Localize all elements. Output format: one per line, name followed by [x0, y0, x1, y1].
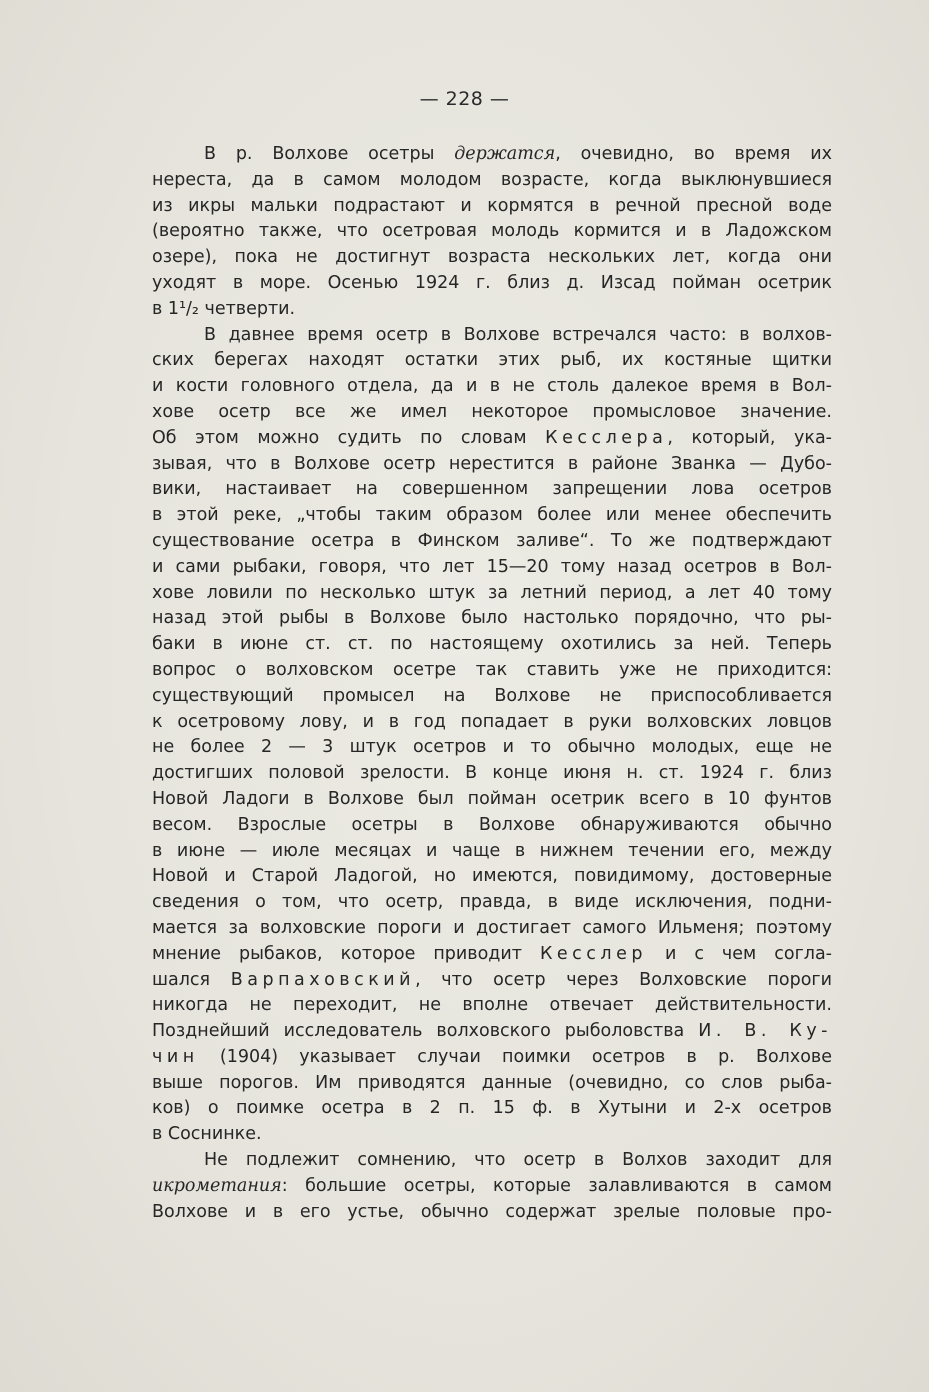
text-segment: назад этой рыбы в Волхове было настолько порядочно, что ры- [152, 608, 832, 629]
text-segment: Об этом можно судить по словам [152, 427, 546, 448]
text-line [152, 1200, 832, 1226]
text-segment: уходят в море. Осенью 1924 г. близ д. Изсад пойман осетрик [152, 272, 832, 293]
text-line [152, 1071, 832, 1097]
emphasis-text: икрометания [152, 1175, 282, 1196]
text-segment: нереста, да в самом молодом возрасте, когда выклюнувшиеся [152, 169, 832, 190]
text-line [152, 684, 832, 710]
text-segment: существование осетра в Финском заливе“. То же подтверждают [152, 530, 832, 551]
text-segment: не более 2 — 3 штук осетров и то обычно молодых, еще не [152, 737, 832, 758]
text-line [152, 529, 832, 555]
author-name: чин [152, 1046, 199, 1067]
text-segment: и с чем согла- [646, 943, 832, 964]
text-line [152, 993, 832, 1019]
author-name: Кесслера [545, 427, 668, 448]
text-line [152, 219, 832, 245]
text-segment: и кости головного отдела, да и в не столь далекое время в Вол- [152, 376, 832, 397]
text-line [152, 271, 832, 297]
text-line [152, 839, 832, 865]
text-segment: никогда не переходит, не вполне отвечает действительности. [152, 995, 832, 1016]
author-name: И. В. Ку- [698, 1021, 832, 1042]
text-line [152, 168, 832, 194]
text-line [152, 710, 832, 736]
text-line [152, 968, 832, 994]
text-line [152, 1019, 832, 1045]
text-line [152, 916, 832, 942]
text-line [152, 735, 832, 761]
text-segment: , который, ука- [667, 427, 832, 448]
text-segment: зывая, что в Волхове осетр нерестится в районе Званка — Дубо- [152, 453, 832, 474]
text-segment: ских берегах находят остатки этих рыб, их костяные щитки [152, 350, 832, 371]
text-line [152, 555, 832, 581]
text-line [152, 245, 832, 271]
text-segment: вики, настаивает на совершенном запрещении лова осетров [152, 479, 832, 500]
text-segment: озере), пока не достигнут возраста нескольких лет, когда они [152, 247, 832, 268]
text-segment: Новой Ладоги в Волхове был пойман осетрик всего в 10 фунтов [152, 788, 832, 809]
text-line [152, 1174, 832, 1200]
text-line [152, 477, 832, 503]
text-line [152, 452, 832, 478]
text-segment: мнение рыбаков, которое приводит [152, 943, 540, 964]
text-line [152, 890, 832, 916]
text-segment: Волхове и в его устье, обычно содержат зрелые половые про- [152, 1201, 832, 1222]
text-line [152, 1096, 832, 1122]
text-segment: в этой реке, „чтобы таким образом более или менее обеспечить [152, 505, 832, 526]
text-segment: из икры мальки подрастают и кормятся в речной пресной воде [152, 195, 832, 216]
text-segment: в июне — июле месяцах и чаще в нижнем течении его, между [152, 840, 832, 861]
author-name: Варпаховский [230, 969, 416, 990]
text-segment: (1904) указывает случаи поимки осетров в р. Волхове [198, 1046, 832, 1067]
text-line [152, 374, 832, 400]
text-segment: выше порогов. Им приводятся данные (очевидно, со слов рыба- [152, 1072, 832, 1093]
text-line [152, 606, 832, 632]
text-segment: сведения о том, что осетр, правда, в виде исключения, подни- [152, 892, 832, 913]
text-segment: в Соснинке. [152, 1124, 262, 1145]
text-segment: Позднейший исследователь волховского рыболовства [152, 1021, 699, 1042]
text-segment: хове ловили по несколько штук за летний период, а лет 40 тому [152, 582, 832, 603]
text-segment: мается за волховские пороги и достигает самого Ильменя; поэтому [152, 917, 832, 938]
text-line [152, 323, 832, 349]
author-name: Кесслер [539, 943, 647, 964]
text-line [152, 761, 832, 787]
text-segment: хове осетр все же имел некоторое промысловое значение. [152, 401, 832, 422]
body-text [152, 142, 832, 1225]
text-line [152, 581, 832, 607]
text-segment: вопрос о волховском осетре так ставить уже не приходится: [152, 659, 832, 680]
text-line [152, 348, 832, 374]
text-line [152, 1148, 832, 1174]
text-segment: к осетровому лову, и в год попадает в руки волховских ловцов [152, 711, 832, 732]
text-line [152, 297, 832, 323]
text-line [152, 142, 832, 168]
text-line [152, 632, 832, 658]
text-line [152, 864, 832, 890]
text-segment: Новой и Старой Ладогой, но имеются, повидимому, достоверные [152, 866, 832, 887]
text-line [152, 503, 832, 529]
text-segment: достигших половой зрелости. В конце июня н. ст. 1924 г. близ [152, 763, 832, 784]
text-segment: существующий промысел на Волхове не приспособливается [152, 685, 832, 706]
text-segment: (вероятно также, что осетровая молодь кормится и в Ладожском [152, 221, 832, 242]
text-segment: ков) о поимке осетра в 2 п. 15 ф. в Хутыни и 2-х осетров [152, 1098, 832, 1119]
text-segment: В р. Волхове осетры [204, 144, 455, 164]
text-line [152, 787, 832, 813]
text-line [152, 942, 832, 968]
text-segment: весом. Взрослые осетры в Волхове обнаруживаются обычно [152, 814, 832, 835]
text-line [152, 658, 832, 684]
text-segment: Не подлежит сомнению, что осетр в Волхов заходит для [204, 1150, 832, 1171]
text-line [152, 1045, 832, 1071]
text-segment: в 1¹/₂ четверти. [152, 298, 296, 319]
page-number: — 228 — [419, 88, 510, 110]
text-segment: баки в июне ст. ст. по настоящему охотились за ней. Теперь [152, 634, 832, 655]
text-line [152, 400, 832, 426]
text-segment: В давнее время осетр в Волхове встречался часто: в волхов- [204, 324, 832, 345]
text-segment: и сами рыбаки, говоря, что лет 15—20 тому назад осетров в Вол- [152, 556, 832, 577]
text-line [152, 1122, 832, 1148]
text-segment: : большие осетры, которые залавливаются в самом [281, 1175, 832, 1196]
text-line [152, 426, 832, 452]
text-line [152, 813, 832, 839]
text-segment: , очевидно, во время их [555, 144, 833, 164]
text-segment: , что осетр через Волховские пороги [415, 969, 832, 990]
text-line [152, 194, 832, 220]
text-segment: шался [152, 969, 231, 990]
emphasis-text: держатся [454, 144, 556, 164]
